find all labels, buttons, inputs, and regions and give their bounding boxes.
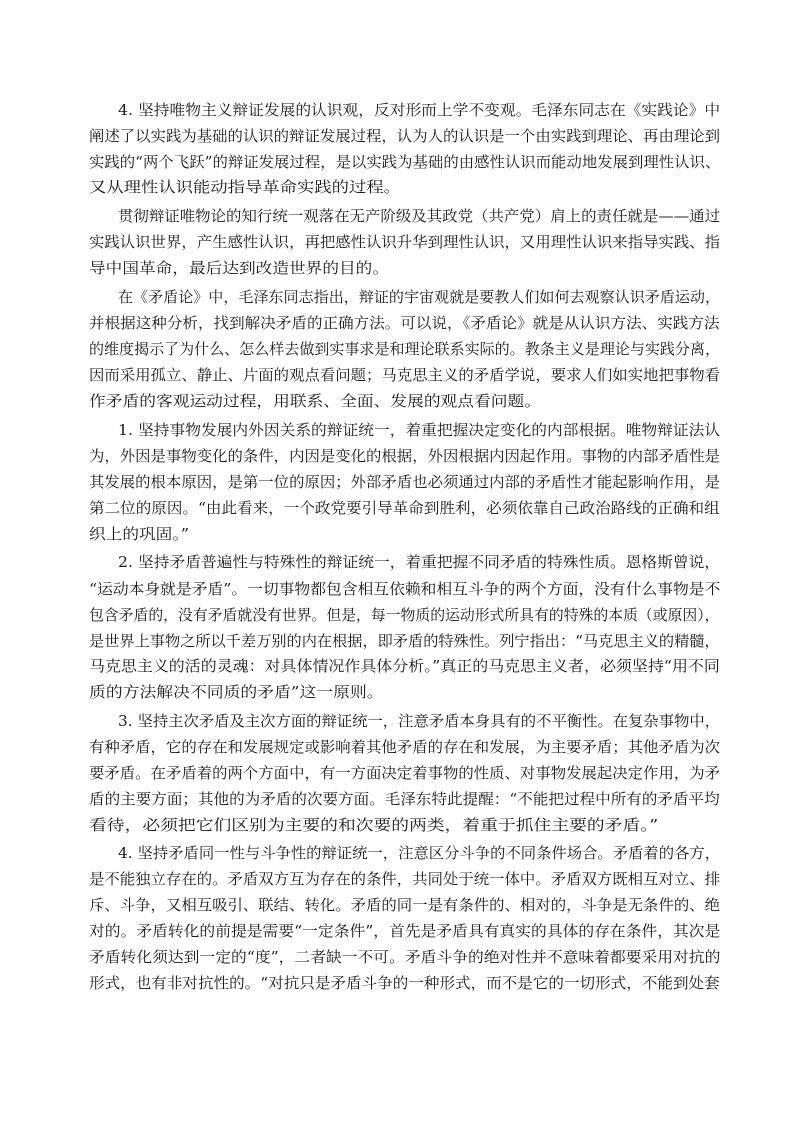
text-line: 实践的“两个飞跃”的辩证发展过程，是以实践为基础的由感性认识而能动地发展到理性认识、	[89, 153, 721, 171]
text-line: 要矛盾。在矛盾着的两个方面中，有一方面决定着事物的性质、对事物发展起决定作用，为矛	[89, 764, 721, 782]
text-line: 2. 坚持矛盾普遍性与特殊性的辩证统一，着重把握不同矛盾的特殊性质。恩格斯曾说，	[118, 553, 721, 571]
text-line: 贯彻辩证唯物论的知行统一观落在无产阶级及其政党（共产党）肩上的责任就是——通过	[118, 207, 721, 225]
text-line: 3. 坚持主次矛盾及主次方面的辩证统一，注意矛盾本身具有的不平衡性。在复杂事物中，	[118, 712, 721, 730]
text-line: 在《矛盾论》中，毛泽东同志指出，辩证的宇宙观就是要教人们如何去观察认识矛盾运动，	[118, 288, 721, 306]
text-line: 马克思主义的活的灵魂：对具体情况作具体分析。”真正的马克思主义者，必须坚持“用不同	[89, 657, 720, 675]
text-line: 的维度揭示了为什么、怎么样去做到实事求是和理论联系实际的。教条主义是理论与实践分离，	[89, 340, 721, 358]
text-line: 有种矛盾，它的存在和发展规定或影响着其他矛盾的存在和发展，为主要矛盾；其他矛盾为次	[89, 738, 721, 756]
text-line: 阐述了以实践为基础的认识的辩证发展过程，认为人的认识是一个由实践到理论、再由理论到	[89, 127, 721, 145]
text-line: 其发展的根本原因，是第一位的原因；外部矛盾也必须通过内部的矛盾性才能起影响作用，是	[89, 473, 721, 491]
text-line: 质的方法解决不同质的矛盾”这一原则。	[89, 683, 384, 701]
text-line: 看待，必须把它们区别为主要的和次要的两类，着重于抓住主要的矛盾。”	[89, 816, 659, 834]
text-line: “运动本身就是矛盾”。一切事物都包含相互依赖和相互斗争的两个方面，没有什么事物是不	[89, 580, 721, 598]
text-line: 织上的巩固。”	[89, 525, 190, 543]
text-line: 因而采用孤立、静止、片面的观点看问题；马克思主义的矛盾学说，要求人们如实地把事物看	[89, 366, 721, 384]
text-line: 导中国革命，最后达到改造世界的目的。	[89, 259, 390, 277]
text-line: 矛盾转化须达到一定的“度”，二者缺一不可。矛盾斗争的绝对性并不意味着都要采用对抗的	[89, 948, 721, 966]
text-line: 是世界上事物之所以千差万别的内在根据，即矛盾的特殊性。列宁指出：“马克思主义的精髓，	[89, 632, 720, 650]
text-line: 包含矛盾的，没有矛盾就没有世界。但是，每一物质的运动形式所具有的特殊的本质（或原因），	[89, 606, 720, 624]
text-line: 为，外因是事物变化的条件，内因是变化的根据，外因根据内因起作用。事物的内部矛盾性是	[89, 447, 721, 465]
text-line: 并根据这种分析，找到解决矛盾的正确方法。可以说，《矛盾论》就是从认识方法、实践方法	[89, 314, 720, 332]
text-line: 对的。矛盾转化的前提是需要“一定条件”，首先是矛盾具有真实的具体的存在条件，其次是	[89, 922, 721, 940]
text-line: 作矛盾的客观运动过程，用联系、全面、发展的观点看问题。	[89, 392, 542, 410]
text-line: 又从理性认识能动指导革命实践的过程。	[89, 178, 402, 196]
text-line: 斥、斗争，又相互吸引、联结、转化。矛盾的同一是有条件的、相对的，斗争是无条件的、绝	[89, 896, 721, 914]
text-line: 4. 坚持矛盾同一性与斗争性的辩证统一，注意区分斗争的不同条件场合。矛盾着的各方，	[118, 844, 721, 862]
text-line: 盾的主要方面；其他的为矛盾的次要方面。毛泽东特此提醒：“不能把过程中所有的矛盾平均	[89, 790, 720, 808]
text-line: 第二位的原因。“由此看来，一个政党要引导革命到胜利，必须依靠自己政治路线的正确和组	[89, 499, 720, 517]
text-line: 4. 坚持唯物主义辩证发展的认识观，反对形而上学不变观。毛泽东同志在《实践论》中	[118, 101, 721, 119]
text-line: 形式，也有非对抗性的。“对抗只是矛盾斗争的一种形式，而不是它的一切形式，不能到处套	[89, 974, 720, 992]
text-line: 1. 坚持事物发展内外因关系的辩证统一，着重把握决定变化的内部根据。唯物辩证法认	[118, 421, 721, 439]
text-line: 实践认识世界，产生感性认识，再把感性认识升华到理性认识，又用理性认识来指导实践、指	[89, 233, 721, 251]
text-line: 是不能独立存在的。矛盾双方互为存在的条件，共同处于统一体中。矛盾双方既相互对立、排	[89, 870, 721, 888]
